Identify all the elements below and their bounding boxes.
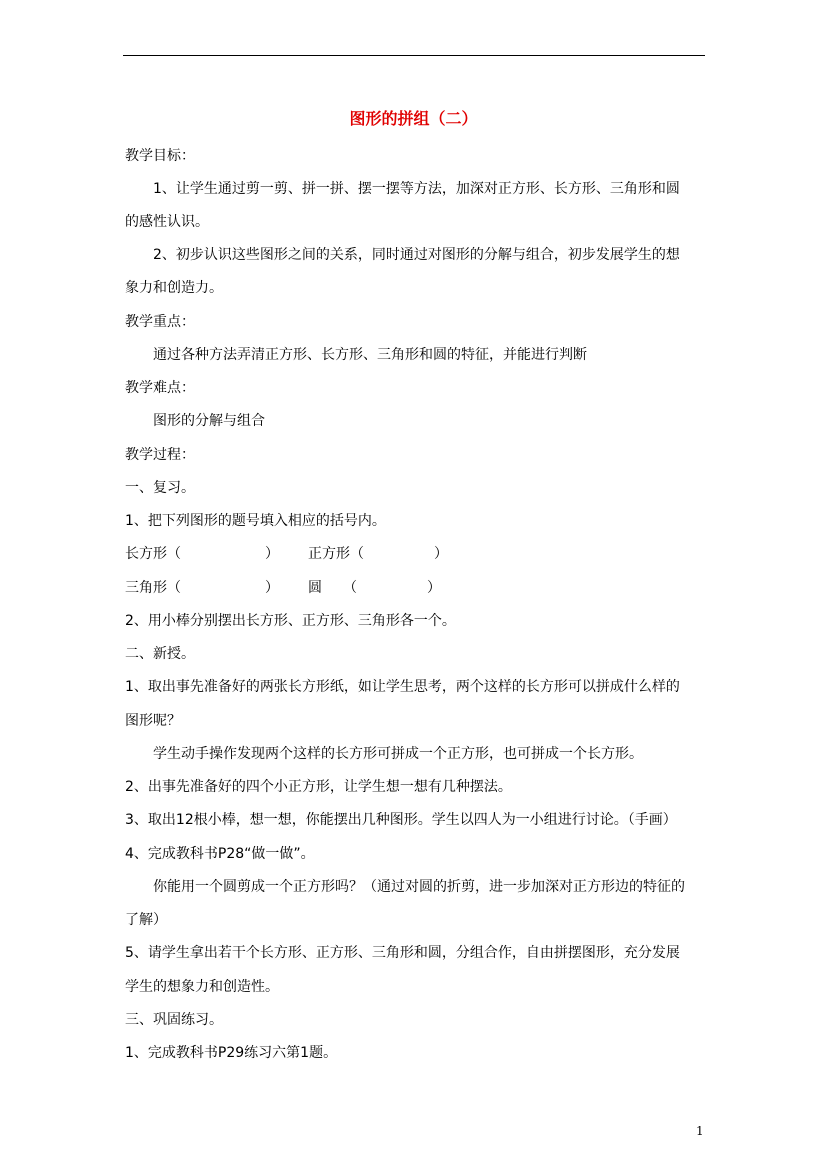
paragraph-line: 1、完成教科书P29练习六第1题。 [125,1045,338,1061]
section-heading-key-points: 教学重点： [125,314,195,330]
section-heading-new-lesson: 二、新授。 [125,646,195,662]
paragraph-line: 4、完成教科书P28“做一做”。 [125,846,315,862]
document-title: 图形的拼组（二） [349,109,478,128]
paragraph-line: 你能用一个圆剪成一个正方形吗？（通过对圆的折剪，进一步加深对正方形边的特征的 [153,879,685,895]
paragraph-line: 象力和创造力。 [125,280,223,296]
paragraph-line: 了解） [125,912,167,928]
paragraph-line: 5、请学生拿出若干个长方形、正方形、三角形和圆，分组合作，自由拼摆图形，充分发展 [125,945,680,961]
blank-rectangle: 长方形（ ） [125,546,279,562]
paragraph-line: 1、让学生通过剪一剪、拼一拼、摆一摆等方法，加深对正方形、长方形、三角形和圆 [153,181,680,197]
section-heading-objectives: 教学目标： [125,148,195,164]
page-number: 1 [696,1124,704,1138]
fill-blank-row [125,544,448,564]
blank-triangle: 三角形（ ） [125,580,279,596]
paragraph-line: 学生的想象力和创造性。 [125,979,279,995]
paragraph-line: 通过各种方法弄清正方形、长方形、三角形和圆的特征，并能进行判断 [153,347,587,363]
section-heading-process: 教学过程： [125,447,195,463]
paragraph-line: 图形呢？ [125,713,181,729]
blank-circle: 圆 （ ） [308,580,441,596]
paragraph-line: 学生动手操作发现两个这样的长方形可拼成一个正方形，也可拼成一个长方形。 [153,746,643,762]
paragraph-line: 3、取出12根小棒，想一想，你能摆出几种图形。学生以四人为一小组进行讨论。（手画） [125,812,677,828]
paragraph-line: 的感性认识。 [125,214,209,230]
paragraph-line: 1、取出事先准备好的两张长方形纸，如让学生思考，两个这样的长方形可以拼成什么样的 [125,679,680,695]
blank-square: 正方形（ ） [308,546,448,562]
section-heading-difficulties: 教学难点： [125,380,195,396]
section-heading-practice: 三、巩固练习。 [125,1012,223,1028]
paragraph-line: 2、出事先准备好的四个小正方形，让学生想一想有几种摆法。 [125,779,512,795]
paragraph-line: 1、把下列图形的题号填入相应的括号内。 [125,513,386,529]
paragraph-line: 2、用小棒分别摆出长方形、正方形、三角形各一个。 [125,613,456,629]
paragraph-line: 2、初步认识这些图形之间的关系，同时通过对图形的分解与组合，初步发展学生的想 [153,247,680,263]
header-rule [123,55,705,56]
paragraph-line: 图形的分解与组合 [153,413,265,429]
fill-blank-row [125,578,441,598]
section-heading-review: 一、复习。 [125,480,195,496]
